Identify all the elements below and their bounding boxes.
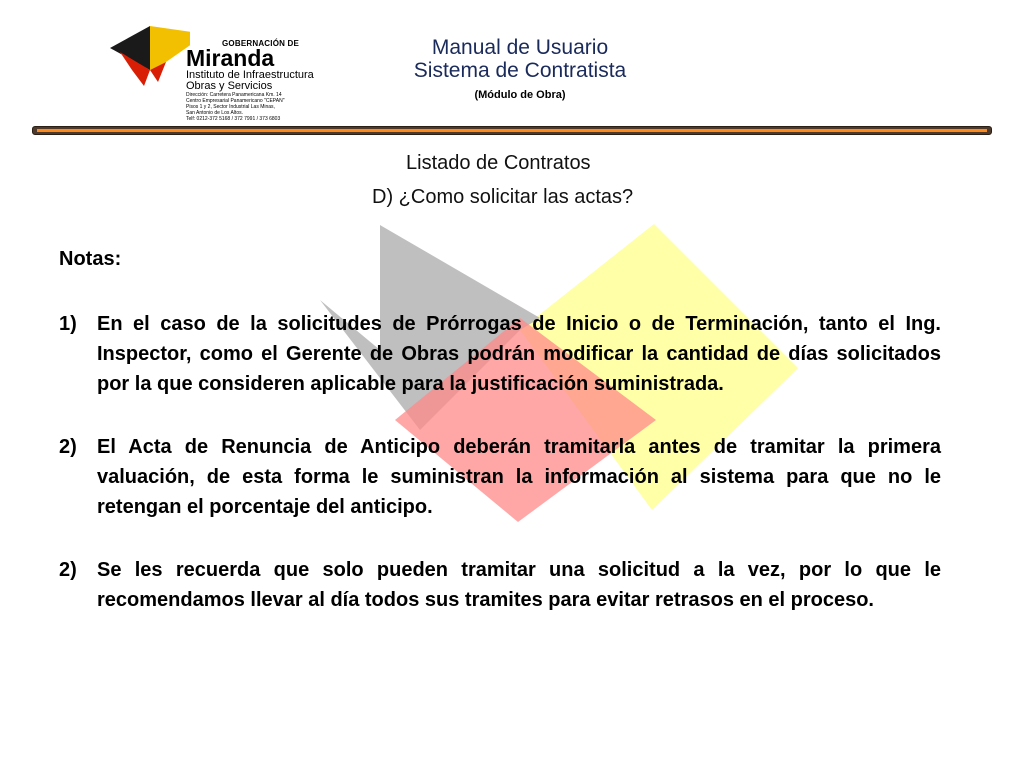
logo-address-line: Dirección: Carretera Panamericana Km. 14 [186, 92, 282, 98]
note-text: El Acta de Renuncia de Anticipo deberán tramitarla antes de tramitar la primera valuación, de esta forma le suministran la información al sistema para que no le retengan el porcentaje del anticipo. [97, 436, 941, 518]
note-number: 2) [59, 559, 77, 581]
header-divider-bar [32, 126, 992, 135]
note-number: 2) [59, 436, 77, 458]
manual-title: Manual de Usuario [431, 36, 609, 59]
logo-miranda-text: Miranda [186, 45, 275, 71]
logo-address-line: Telf: 0212-372 5168 / 372 7991 / 373 6803 [186, 116, 281, 122]
note-text: En el caso de la solicitudes de Prórrogas de Inicio o de Terminación, tanto el Ing. Inspector, como el Gerente de Obras podrán modificar la cantidad de días solicitados por la que consideren aplicable para la justificación suministrada. [97, 313, 941, 395]
module-label: (Módulo de Obra) [474, 89, 566, 101]
institution-logo [110, 26, 340, 121]
miranda-logo-mark-icon [110, 26, 190, 86]
notes-heading: Notas: [59, 248, 122, 270]
logo-address-line: Centro Empresarial Panamericano "CEPAN" [186, 98, 285, 104]
note-item [59, 309, 941, 399]
section-question: D) ¿Como solicitar las actas? [372, 186, 634, 208]
note-item [59, 432, 941, 522]
header-divider-stripe [37, 129, 987, 132]
note-item [59, 555, 941, 615]
section-title: Listado de Contratos [406, 152, 591, 174]
note-number: 1) [59, 313, 77, 335]
logo-address-line: Pisos 1 y 2, Sector Industrial Las Minas, [186, 104, 275, 110]
logo-gobernacion-text: GOBERNACIÓN DE [222, 39, 300, 48]
logo-instituto-text: Instituto de Infraestructura [186, 69, 314, 81]
logo-obras-text: Obras y Servicios [186, 80, 273, 92]
note-text: Se les recuerda que solo pueden tramitar una solicitud a la vez, por lo que le recomendamos llevar al día todos sus tramites para evitar retrasos en el proceso. [97, 559, 941, 611]
system-subtitle: Sistema de Contratista [413, 59, 627, 82]
logo-address-line: San Antonio de Los Altos. [186, 110, 243, 116]
